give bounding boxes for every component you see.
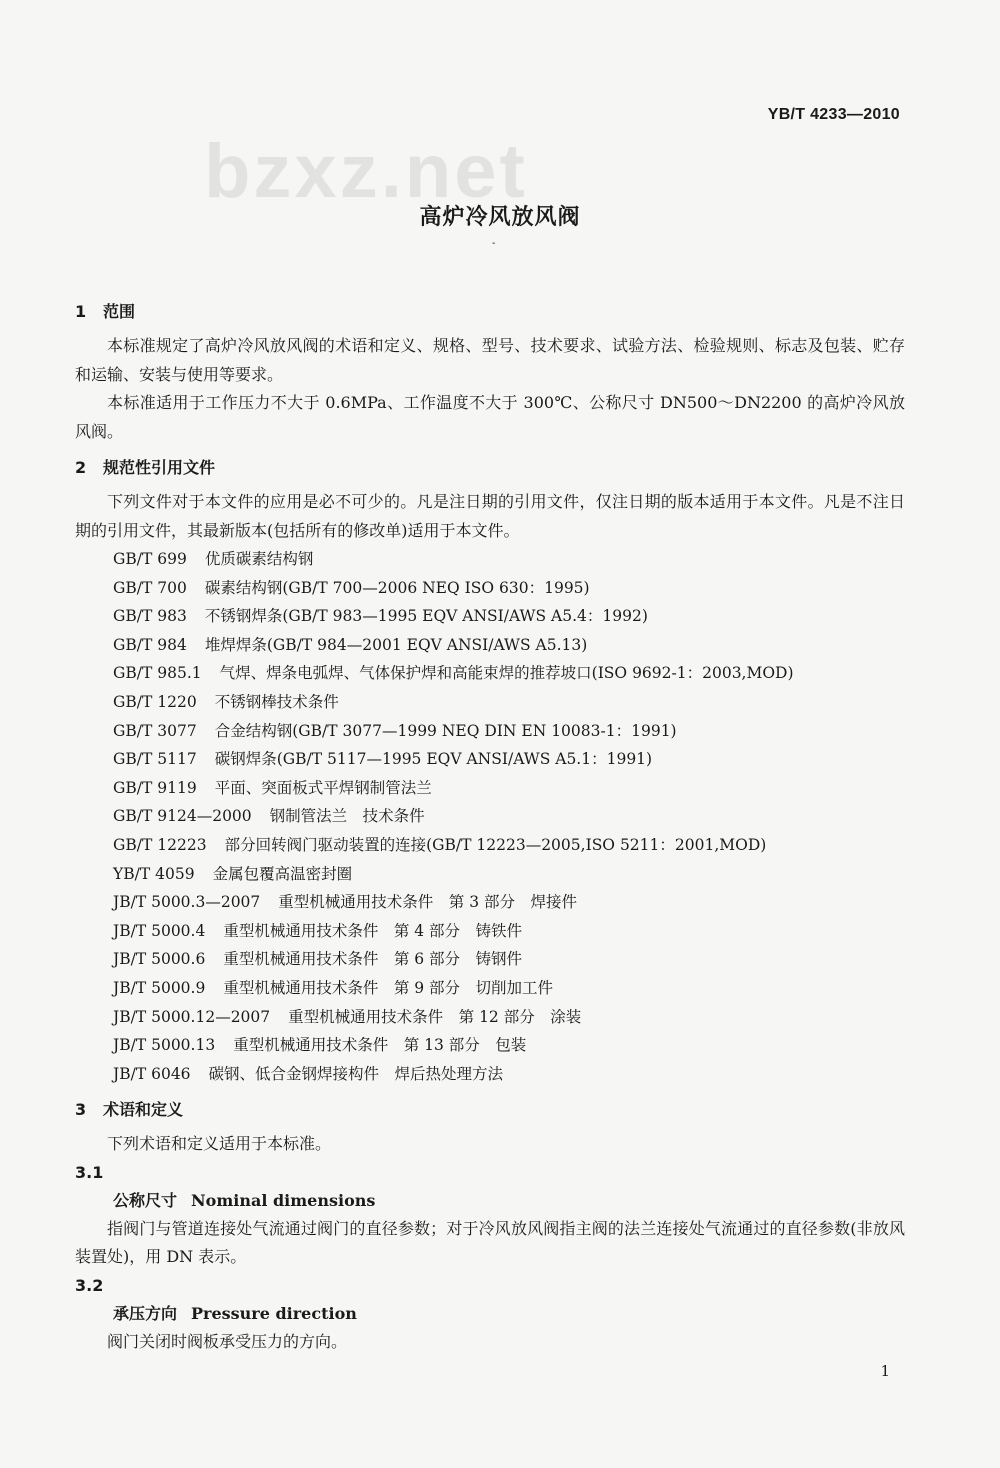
document-body xyxy=(75,290,905,1356)
reference-title: 部分回转阀门驱动装置的连接(GB/T 12223—2005,ISO 5211：2001,MOD) xyxy=(224,835,767,854)
clause-number: 3.2 xyxy=(75,1275,104,1295)
reference-item xyxy=(75,974,905,1003)
reference-title: 优质碳素结构钢 xyxy=(204,550,314,568)
reference-code: GB/T 984 xyxy=(113,635,187,654)
reference-code: GB/T 699 xyxy=(113,550,187,568)
reference-title: 合金结构钢(GB/T 3077—1999 NEQ DIN EN 10083-1：1991) xyxy=(214,721,677,740)
paragraph: 本标准规定了高炉冷风放风阀的术语和定义、规格、型号、技术要求、试验方法、检验规则、标志及包装、贮存和运输、安装与使用等要求。 xyxy=(75,336,905,384)
page-number: 1 xyxy=(880,1362,890,1380)
reference-list xyxy=(75,545,905,1088)
reference-item xyxy=(75,717,905,746)
reference-title: 重型机械通用技术条件 第 13 部分 包装 xyxy=(233,1036,527,1055)
reference-code: GB/T 9119 xyxy=(113,778,197,797)
reference-item xyxy=(75,1060,905,1089)
term-english: Pressure direction xyxy=(191,1303,357,1323)
reference-title: 碳钢焊条(GB/T 5117—1995 EQV ANSI/AWS A5.1：1991) xyxy=(214,750,653,769)
section-number: 3 xyxy=(75,1100,87,1120)
reference-title: 重型机械通用技术条件 第 12 部分 涂装 xyxy=(288,1007,582,1026)
reference-title: 不锈钢焊条(GB/T 983—1995 EQV ANSI/AWS A5.4：1992) xyxy=(204,607,648,626)
reference-code: GB/T 700 xyxy=(113,578,187,597)
term-heading xyxy=(75,1187,905,1215)
reference-item xyxy=(75,631,905,660)
section-number: 2 xyxy=(75,458,87,477)
reference-title: 金属包覆高温密封圈 xyxy=(212,864,353,883)
reference-code: GB/T 983 xyxy=(113,607,187,626)
reference-item xyxy=(75,1003,905,1032)
term-chinese: 承压方向 xyxy=(113,1303,178,1323)
standard-number: YB/T 4233—2010 xyxy=(767,106,900,123)
reference-item xyxy=(75,574,905,603)
clause-number: 3.1 xyxy=(75,1162,104,1182)
reference-code: JB/T 5000.13 xyxy=(113,1036,216,1055)
reference-code: GB/T 1220 xyxy=(113,692,197,711)
reference-code: JB/T 5000.12—2007 xyxy=(113,1007,271,1026)
watermark: bzxz.net xyxy=(204,129,528,214)
reference-code: JB/T 5000.9 xyxy=(113,978,206,997)
reference-code: JB/T 5000.4 xyxy=(113,921,206,940)
reference-item xyxy=(75,545,905,574)
reference-item xyxy=(75,888,905,917)
reference-title: 平面、突面板式平焊钢制管法兰 xyxy=(214,778,432,797)
reference-item xyxy=(75,659,905,688)
reference-code: JB/T 5000.3—2007 xyxy=(113,893,261,912)
reference-item xyxy=(75,831,905,860)
reference-item xyxy=(75,945,905,974)
reference-title: 碳素结构钢(GB/T 700—2006 NEQ ISO 630：1995) xyxy=(204,578,590,597)
reference-code: GB/T 12223 xyxy=(113,835,207,854)
section-heading xyxy=(75,454,905,482)
reference-item xyxy=(75,860,905,889)
term-heading xyxy=(75,1300,905,1328)
term-english: Nominal dimensions xyxy=(191,1190,376,1210)
reference-code: JB/T 5000.6 xyxy=(113,950,206,969)
reference-title: 重型机械通用技术条件 第 4 部分 铸铁件 xyxy=(223,921,523,940)
reference-title: 气焊、焊条电弧焊、气体保护焊和高能束焊的推荐坡口(ISO 9692-1：2003,MOD) xyxy=(219,664,794,683)
reference-item xyxy=(75,745,905,774)
paragraph: 本标准适用于工作压力不大于 0.6MPa、工作温度不大于 300℃、公称尺寸 DN500～DN2200 的高炉冷风放风阀。 xyxy=(75,393,905,441)
reference-title: 不锈钢棒技术条件 xyxy=(214,692,339,711)
section-heading xyxy=(75,1096,905,1124)
term-definition: 阀门关闭时阀板承受压力的方向。 xyxy=(107,1331,348,1351)
document-title: 高炉冷风放风阀 xyxy=(419,205,581,230)
reference-item xyxy=(75,774,905,803)
section-title: 规范性引用文件 xyxy=(103,458,216,477)
reference-item xyxy=(75,1031,905,1060)
section-title: 术语和定义 xyxy=(103,1100,184,1120)
reference-title: 钢制管法兰 技术条件 xyxy=(269,807,425,826)
paragraph: 下列术语和定义适用于本标准。 xyxy=(107,1134,332,1154)
reference-item xyxy=(75,602,905,631)
reference-item xyxy=(75,917,905,946)
reference-title: 堆焊焊条(GB/T 984—2001 EQV ANSI/AWS A5.13) xyxy=(204,635,588,654)
section-number: 1 xyxy=(75,302,87,321)
paragraph: 下列文件对于本文件的应用是必不可少的。凡是注日期的引用文件，仅注日期的版本适用于本文件。凡是不注日期的引用文件，其最新版本(包括所有的修改单)适用于本文件。 xyxy=(75,492,905,540)
reference-code: JB/T 6046 xyxy=(113,1064,191,1083)
reference-code: GB/T 985.1 xyxy=(113,664,202,683)
title-mark: - xyxy=(492,238,496,249)
reference-title: 重型机械通用技术条件 第 3 部分 焊接件 xyxy=(278,893,577,912)
term-definition: 指阀门与管道连接处气流通过阀门的直径参数；对于冷风放风阀指主阀的法兰连接处气流通过的直径参数(非放风装置处)，用 DN 表示。 xyxy=(75,1218,905,1267)
term-chinese: 公称尺寸 xyxy=(113,1190,178,1210)
reference-title: 碳钢、低合金钢焊接构件 焊后热处理方法 xyxy=(208,1064,504,1083)
reference-title: 重型机械通用技术条件 第 9 部分 切削加工件 xyxy=(223,978,554,997)
reference-item xyxy=(75,802,905,831)
reference-code: GB/T 9124—2000 xyxy=(113,807,252,826)
reference-code: GB/T 5117 xyxy=(113,750,197,769)
reference-item xyxy=(75,688,905,717)
reference-title: 重型机械通用技术条件 第 6 部分 铸钢件 xyxy=(223,950,523,969)
section-heading xyxy=(75,298,905,326)
section-title: 范围 xyxy=(103,302,136,321)
reference-code: GB/T 3077 xyxy=(113,721,197,740)
reference-code: YB/T 4059 xyxy=(113,864,195,883)
